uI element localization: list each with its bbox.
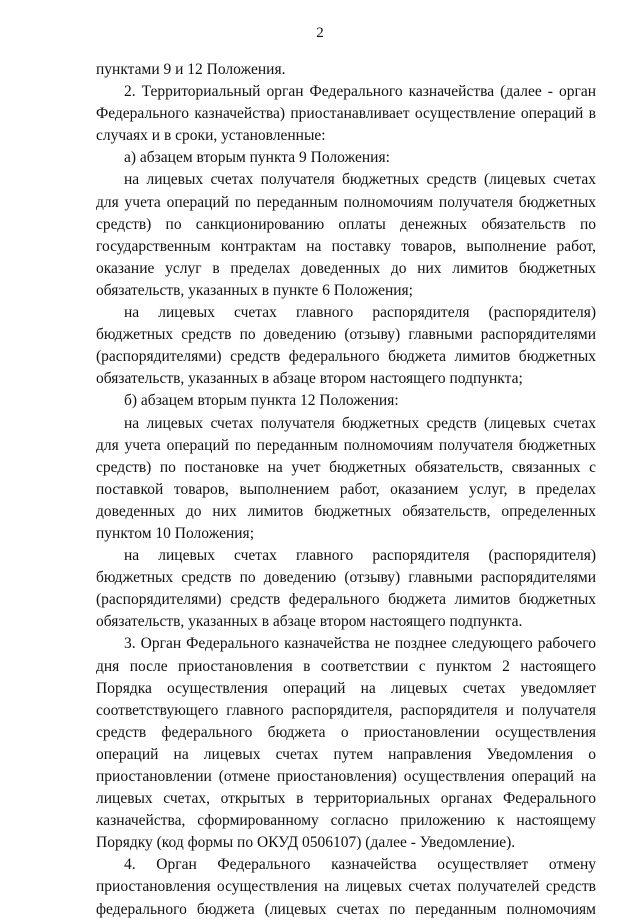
paragraph-a-manager-accounts: на лицевых счетах главного распорядителя (распорядителя) бюджетных средств по доведению (отзыву) главными распорядителями (распорядителями) средств федерального бюджета лимитов бюджетных обязательств, указанных в абзаце втором настоящего подпункта; [96,304,596,388]
paragraph-b-manager-accounts: на лицевых счетах главного распорядителя (распорядителя) бюджетных средств по доведению (отзыву) главными распорядителями (распорядителями) средств федерального бюджета лимитов бюджетных обязательств, указанных в абзаце втором настоящего подпункта. [96,547,596,631]
paragraph-a-recipient-accounts: на лицевых счетах получателя бюджетных средств (лицевых счетах для учета операций по переданным полномочиям получателя бюджетных средств) по санкционированию оплаты денежных обязательств по государственным контрактам на поставку товаров, выполнение работ, оказание услуг в пределах доведенных до них лимитов бюджетных обязательств, указанных в пункте 6 Положения; [96,171,596,299]
document-body [96,59,596,921]
page-number: 2 [316,25,324,41]
paragraph-b-recipient-accounts: на лицевых счетах получателя бюджетных средств (лицевых счетах для учета операций по переданным полномочиям получателя бюджетных средств) по постановке на учет бюджетных обязательств, связанных с поставкой товаров, выполнением работ, оказанием услуг, в пределах доведенных до них лимитов бюджетных обязательств, определенных пунктом 10 Положения; [96,414,596,542]
paragraph-continuation: пунктами 9 и 12 Положения. [96,61,286,78]
paragraph-item-2: 2. Территориальный орган Федерального казначейства (далее - орган Федерального казначейства) приостанавливает осуществление операций в случаях и в сроки, установленные: [96,83,596,145]
paragraph-item-4: 4. Орган Федерального казначейства осуществляет отмену приостановления осуществления на лицевых счетах получателей средств федерального бюджета (лицевых счетах по переданным полномочиям [96,856,596,918]
paragraph-subitem-a: а) абзацем вторым пункта 9 Положения: [124,149,390,167]
paragraph-subitem-b: б) абзацем вторым пункта 12 Положения: [124,392,399,410]
paragraph-item-3: 3. Орган Федерального казначейства не позднее следующего рабочего дня после приостановления в соответствии с пунктом 2 настоящего Порядка осуществления операций на лицевых счетах уведомляет соответствующего главного распорядителя, распорядителя и получателя средств федерального бюджета о приостановлении осуществления операций на лицевых счетах путем направления Уведомления о приостановлении (отмене приостановления) осуществления операций на лицевых счетах, открытых в территориальных органах Федерального казначейства, сформированному согласно приложению к настоящему Порядку (код формы по ОКУД 0506107) (далее - Уведомление). [96,635,596,852]
